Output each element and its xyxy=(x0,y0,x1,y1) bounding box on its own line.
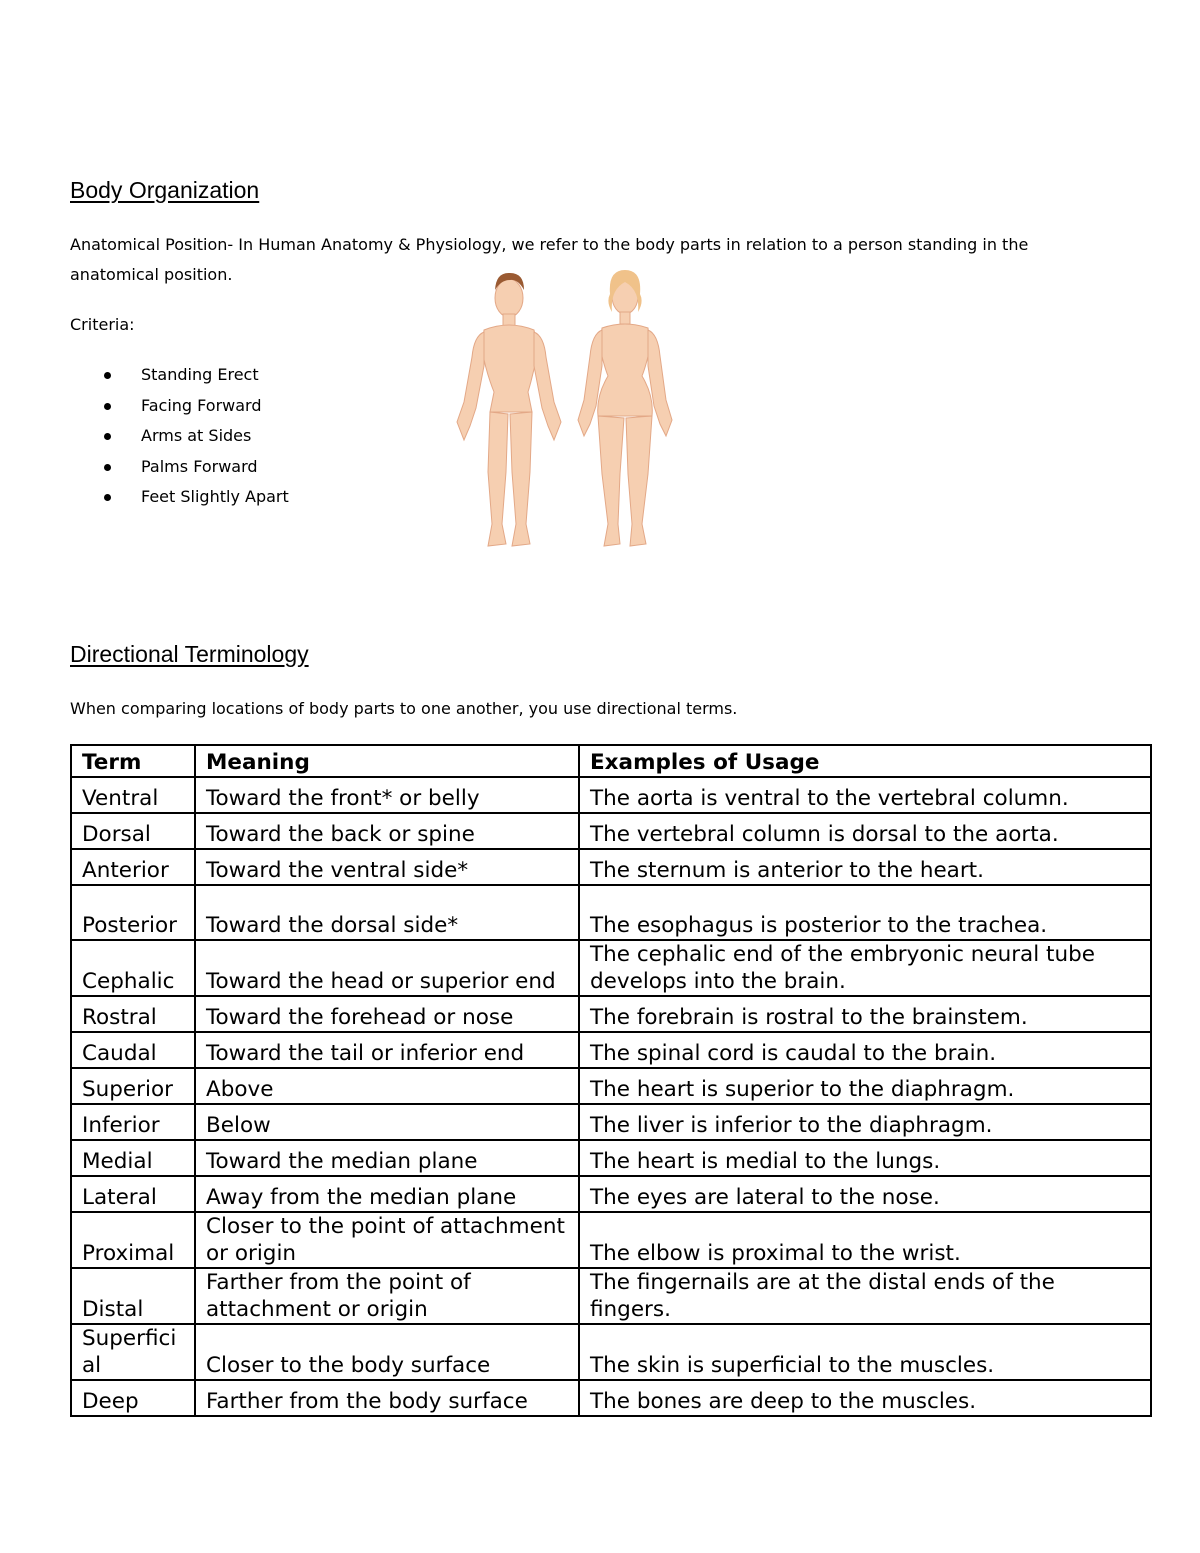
meaning-cell: Farther from the body surface xyxy=(195,1380,579,1416)
meaning-cell: Toward the back or spine xyxy=(195,813,579,849)
example-cell: The heart is medial to the lungs. xyxy=(579,1140,1151,1176)
meaning-cell: Toward the front* or belly xyxy=(195,777,579,813)
example-cell: The esophagus is posterior to the trachea. xyxy=(579,885,1151,940)
table-row xyxy=(71,1068,1151,1104)
example-cell: The aorta is ventral to the vertebral column. xyxy=(579,777,1151,813)
example-cell: The skin is superficial to the muscles. xyxy=(579,1324,1151,1380)
term-cell: Inferior xyxy=(71,1104,195,1140)
criteria-list xyxy=(100,360,289,513)
meaning-cell: Closer to the body surface xyxy=(195,1324,579,1380)
bullet-icon xyxy=(104,464,111,471)
example-cell: The liver is inferior to the diaphragm. xyxy=(579,1104,1151,1140)
table-row xyxy=(71,1140,1151,1176)
header-term: Term xyxy=(71,745,195,777)
term-cell: Ventral xyxy=(71,777,195,813)
table-row xyxy=(71,1324,1151,1380)
table-row xyxy=(71,849,1151,885)
term-cell: Anterior xyxy=(71,849,195,885)
example-cell: The forebrain is rostral to the brainstem. xyxy=(579,996,1151,1032)
bullet-icon xyxy=(104,403,111,410)
term-cell: Caudal xyxy=(71,1032,195,1068)
term-cell: Proximal xyxy=(71,1212,195,1268)
term-cell: Cephalic xyxy=(71,940,195,996)
term-cell: Distal xyxy=(71,1268,195,1324)
term-cell: Superior xyxy=(71,1068,195,1104)
male-figure xyxy=(457,273,561,546)
meaning-cell: Above xyxy=(195,1068,579,1104)
header-examples: Examples of Usage xyxy=(579,745,1151,777)
table-row xyxy=(71,777,1151,813)
criteria-item-text: Facing Forward xyxy=(141,395,262,415)
female-figure xyxy=(578,270,672,546)
table-row xyxy=(71,1032,1151,1068)
table-row xyxy=(71,1104,1151,1140)
criteria-item xyxy=(100,360,289,391)
example-cell: The heart is superior to the diaphragm. xyxy=(579,1068,1151,1104)
term-cell: Posterior xyxy=(71,885,195,940)
meaning-cell: Toward the forehead or nose xyxy=(195,996,579,1032)
table-row xyxy=(71,1212,1151,1268)
criteria-item xyxy=(100,482,289,513)
table-row xyxy=(71,885,1151,940)
table-header-row xyxy=(71,745,1151,777)
bullet-icon xyxy=(104,372,111,379)
bullet-icon xyxy=(104,494,111,501)
intro-line-1: Anatomical Position- In Human Anatomy & Physiology, we refer to the body parts in relation to a person standing in the xyxy=(70,235,1029,254)
anatomical-position-figure xyxy=(440,262,690,554)
term-cell: Lateral xyxy=(71,1176,195,1212)
criteria-item xyxy=(100,452,289,483)
term-cell: Deep xyxy=(71,1380,195,1416)
example-cell: The sternum is anterior to the heart. xyxy=(579,849,1151,885)
criteria-item-text: Palms Forward xyxy=(141,456,258,476)
example-cell: The vertebral column is dorsal to the aorta. xyxy=(579,813,1151,849)
term-cell: Rostral xyxy=(71,996,195,1032)
directional-intro-text: When comparing locations of body parts to one another, you use directional terms. xyxy=(70,699,738,718)
criteria-label: Criteria: xyxy=(70,315,135,334)
meaning-cell: Toward the dorsal side* xyxy=(195,885,579,940)
meaning-cell: Farther from the point of attachment or origin xyxy=(195,1268,579,1324)
example-cell: The bones are deep to the muscles. xyxy=(579,1380,1151,1416)
example-cell: The cephalic end of the embryonic neural tube develops into the brain. xyxy=(579,940,1151,996)
meaning-cell: Toward the ventral side* xyxy=(195,849,579,885)
directional-terms-table xyxy=(70,744,1152,1417)
table-row xyxy=(71,940,1151,996)
intro-line-2: anatomical position. xyxy=(70,265,233,284)
criteria-item xyxy=(100,421,289,452)
table-row xyxy=(71,813,1151,849)
body-organization-heading: Body Organization xyxy=(70,177,260,203)
term-cell: Medial xyxy=(71,1140,195,1176)
example-cell: The fingernails are at the distal ends of the fingers. xyxy=(579,1268,1151,1324)
criteria-item-text: Feet Slightly Apart xyxy=(141,487,289,506)
meaning-cell: Away from the median plane xyxy=(195,1176,579,1212)
table-row xyxy=(71,1176,1151,1212)
meaning-cell: Toward the tail or inferior end xyxy=(195,1032,579,1068)
header-meaning: Meaning xyxy=(195,745,579,777)
term-cell: Dorsal xyxy=(71,813,195,849)
table-row xyxy=(71,1380,1151,1416)
criteria-item-text: Standing Erect xyxy=(141,365,259,384)
criteria-item-text: Arms at Sides xyxy=(141,426,252,445)
meaning-cell: Closer to the point of attachment or origin xyxy=(195,1212,579,1268)
meaning-cell: Toward the median plane xyxy=(195,1140,579,1176)
table-row xyxy=(71,1268,1151,1324)
bullet-icon xyxy=(104,433,111,440)
criteria-item xyxy=(100,391,289,422)
example-cell: The elbow is proximal to the wrist. xyxy=(579,1212,1151,1268)
term-cell: Superficial xyxy=(71,1324,195,1380)
meaning-cell: Toward the head or superior end xyxy=(195,940,579,996)
example-cell: The spinal cord is caudal to the brain. xyxy=(579,1032,1151,1068)
meaning-cell: Below xyxy=(195,1104,579,1140)
example-cell: The eyes are lateral to the nose. xyxy=(579,1176,1151,1212)
directional-terminology-heading: Directional Terminology xyxy=(70,641,309,667)
table-row xyxy=(71,996,1151,1032)
